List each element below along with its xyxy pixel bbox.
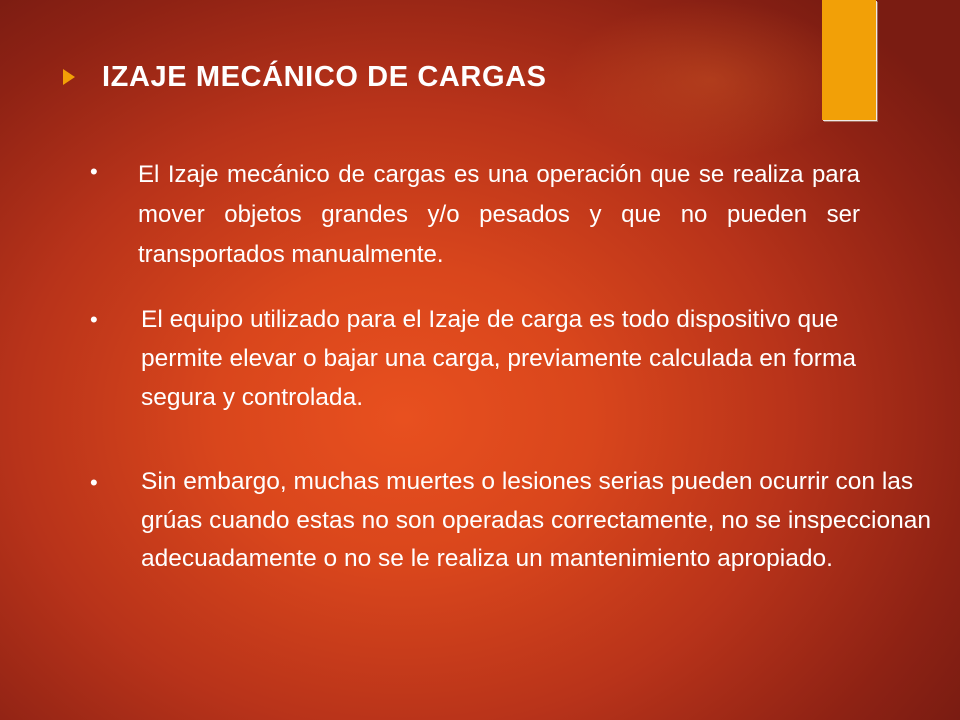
bullet-item <box>90 155 860 275</box>
bullet-item <box>90 463 950 579</box>
bullet-marker: • <box>90 307 98 332</box>
triangle-arrow-right-icon <box>63 69 75 85</box>
background-glow <box>560 0 860 160</box>
bullet-text: Sin embargo, muchas muertes o lesiones serias pueden ocurrir con las grúas cuando estas no son operadas correctamente, no se inspeccionan adecuadamente o no se le realiza un mantenimiento apropiado. <box>141 468 931 572</box>
title-row <box>63 57 547 97</box>
slide-title: IZAJE MECÁNICO DE CARGAS <box>102 60 547 93</box>
bullet-text: El equipo utilizado para el Izaje de carga es todo dispositivo que permite elevar o bajar una carga, previamente calculada en forma segura y controlada. <box>141 306 856 411</box>
accent-bar <box>822 0 876 120</box>
bullet-text: El Izaje mecánico de cargas es una operación que se realiza para mover objetos grandes y/o pesados y que no pueden ser transportados manualmente. <box>138 161 860 268</box>
bullet-item <box>90 300 910 417</box>
bullet-marker: • <box>90 159 98 184</box>
bullet-marker: • <box>90 470 98 495</box>
